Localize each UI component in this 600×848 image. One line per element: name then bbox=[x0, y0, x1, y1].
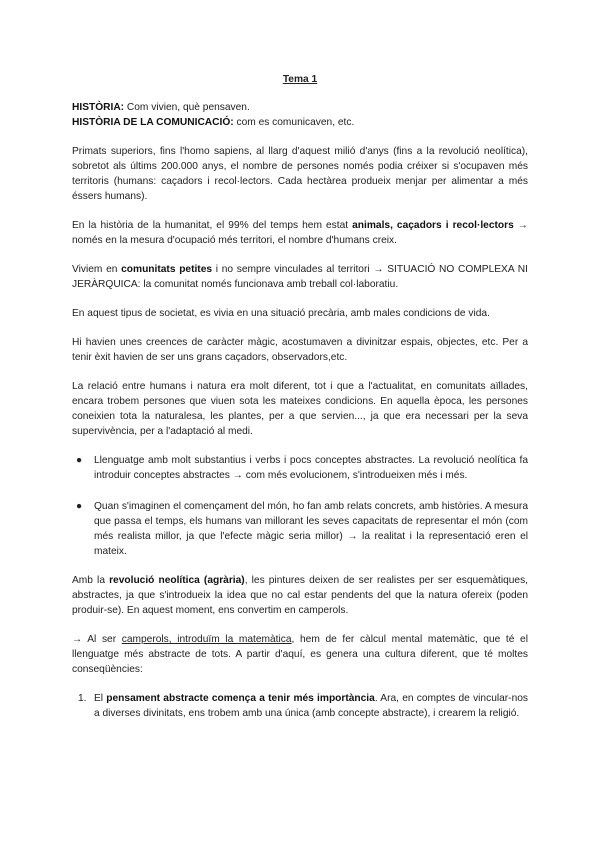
bold-run: revolució neolítica (agrària) bbox=[109, 575, 245, 586]
list-item-text: Quan s'imaginen el començament del món, ho fan amb relats concrets, amb històries. A mesura que passa el temps, els humans van millorant les seves capacitats de representar el món (com més realista millor, ja que l'efecte màgic seria millor) → la realitat i la representació eren el mateix. bbox=[94, 501, 528, 557]
page-title: Tema 1 bbox=[282, 74, 318, 85]
communication-text: com es comunicaven, etc. bbox=[233, 117, 355, 128]
bullet-icon: ● bbox=[76, 501, 83, 512]
text-run: → només en la mesura d'ocupació més territori, el nombre d'humans creix. bbox=[72, 220, 528, 246]
underlined-run: camperols, introduïm la matemàtica bbox=[121, 634, 292, 645]
text-run: → Al ser bbox=[72, 634, 122, 645]
numbered-list bbox=[72, 691, 528, 721]
bullet-list bbox=[72, 453, 528, 559]
item-number: 1. bbox=[78, 693, 87, 704]
paragraph-beliefs: Hi havien unes creences de caràcter màgic, acostumaven a divinitzar espais, objectes, etc. Per a tenir èxit havien de ser uns grans caçadors, observadors,etc. bbox=[72, 337, 528, 363]
intro-history bbox=[72, 100, 528, 115]
paragraph-precarious: En aquest tipus de societat, es vivia en una situació precària, amb males condicions de vida. bbox=[72, 308, 490, 319]
list-item bbox=[76, 453, 528, 483]
percent-value: 99% bbox=[228, 220, 249, 231]
paragraph-communities bbox=[72, 262, 528, 292]
history-label: HISTÒRIA: bbox=[72, 102, 125, 113]
paragraph-nature: La relació entre humans i natura era molt diferent, tot i que a l'actualitat, en comunitats aïllades, encara trobem persones que viuen sota les mateixes condicions. En aquella època, les persones coneixien tota la naturalesa, les plantes, per a que servien..., ja que era necessari per la seva supervivència, per a l'adaptació al medi. bbox=[72, 381, 528, 437]
paragraph-mathematics bbox=[72, 632, 528, 677]
text-run: , hem de fer càlcul mental matemàtic, que té el llenguatge més abstracte de tots. A partir d'aquí, es genera una cultura diferent, que té moltes conseqüències: bbox=[72, 634, 528, 675]
bold-run: comunitats petites bbox=[121, 264, 213, 275]
text-run: El bbox=[94, 693, 107, 704]
paragraph-humanity bbox=[72, 218, 528, 248]
bold-run: animals, caçadors i recol·lectors bbox=[352, 220, 514, 231]
text-run: En la història de la humanitat, el bbox=[72, 220, 229, 231]
list-item-text: Llenguatge amb molt substantius i verbs i pocs conceptes abstractes. La revolució neolítica fa introduir conceptes abstractes → com més evolucionem, s'introdueixen més i més. bbox=[94, 455, 528, 481]
text-run: Amb la bbox=[72, 575, 110, 586]
text-run: del temps hem estat bbox=[248, 220, 353, 231]
document-page bbox=[72, 72, 528, 721]
bullet-icon: ● bbox=[76, 455, 83, 466]
text-run: Viviem en bbox=[72, 264, 122, 275]
text-run: , les pintures deixen de ser realistes per ser esquemàtiques, abstractes, ja que s'introdueix la idea que no cal estar pendents del que la natura ofereix (poden produir-se). En aquest moment, ens convertim en camperols. bbox=[72, 575, 529, 616]
communication-label: HISTÒRIA DE LA COMUNICACIÓ: bbox=[72, 117, 234, 128]
paragraph-primates: Primats superiors, fins l'homo sapiens, al llarg d'aquest milió d'anys (fins a la revolució neolítica), sobretot als últims 200.000 anys, el nombre de persones només podia créixer si s'ocupaven més territoris (humans: caçadors i recol·lectors. Cada hectàrea produeix menjar per alimentar a més éssers humans). bbox=[72, 146, 528, 202]
list-item bbox=[78, 691, 529, 721]
text-run: i no sempre vinculades al territori → SITUACIÓ NO COMPLEXA NI JERÀRQUICA: la comunitat només funcionava amb treball col·laboratiu. bbox=[72, 264, 528, 290]
intro-communication bbox=[72, 115, 528, 130]
list-item bbox=[76, 499, 528, 559]
text-run: . Ara, en comptes de vincular-nos a diverses divinitats, ens trobem amb una única (amb concepte abstracte), i crearem la religió. bbox=[94, 693, 529, 719]
paragraph-neolithic bbox=[72, 573, 528, 618]
history-text: Com vivien, què pensaven. bbox=[124, 102, 250, 113]
bold-run: pensament abstracte comença a tenir més importància bbox=[106, 693, 375, 704]
